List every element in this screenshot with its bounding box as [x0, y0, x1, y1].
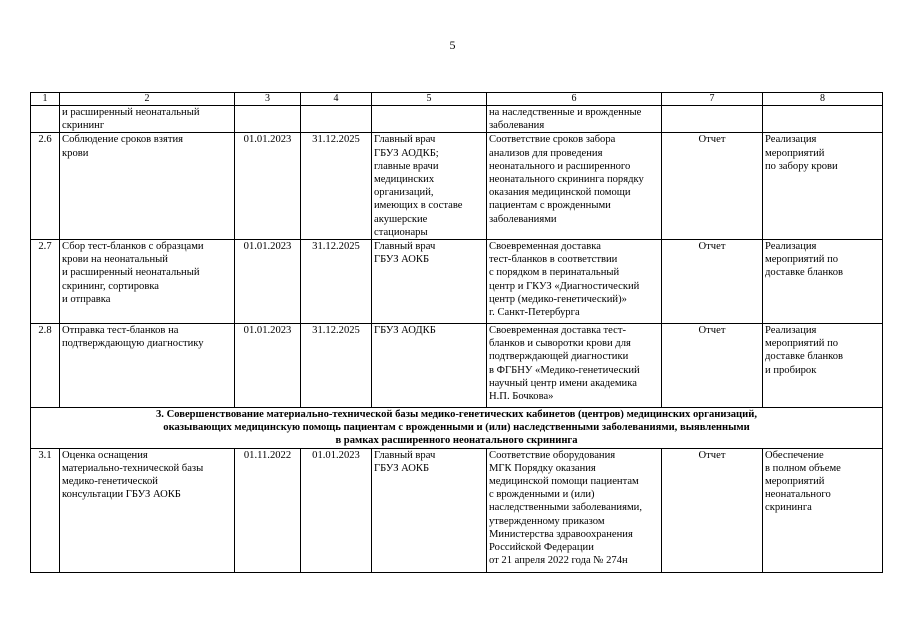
cell-end: 01.01.2023 [301, 448, 372, 572]
action-plan-table [30, 92, 883, 573]
table-row [31, 324, 883, 408]
cell-end: 31.12.2025 [301, 324, 372, 408]
cell-activity: Сбор тест-бланков с образцами крови на неонатальный и расширенный неонатальный скрининг, сортировка и отправка [60, 240, 235, 324]
cell-num: 2.8 [31, 324, 60, 408]
table-row [31, 240, 883, 324]
cell-result: Своевременная доставка тест- бланков и сыворотки крови для подтверждающей диагностики в ФГБНУ «Медико-генетический научный центр имени академика Н.П. Бочкова» [487, 324, 662, 408]
column-number: 6 [487, 93, 662, 106]
cell-num [31, 106, 60, 133]
cell-result: на наследственные и врожденные заболевания [487, 106, 662, 133]
cell-start: 01.01.2023 [235, 240, 301, 324]
table-row [31, 133, 883, 240]
cell-report [662, 106, 763, 133]
cell-responsible: Главный врач ГБУЗ АОДКБ; главные врачи медицинских организаций, имеющих в составе акушерские стационары [372, 133, 487, 240]
section-heading-row [31, 408, 883, 449]
cell-indicator: Реализация мероприятий по забору крови [763, 133, 883, 240]
cell-indicator [763, 106, 883, 133]
cell-activity: Оценка оснащения материально-технической базы медико-генетической консультации ГБУЗ АОКБ [60, 448, 235, 572]
column-number: 2 [60, 93, 235, 106]
continuation-row [31, 106, 883, 133]
cell-start: 01.01.2023 [235, 133, 301, 240]
page-number: 5 [449, 38, 456, 52]
cell-indicator: Реализация мероприятий по доставке бланков и пробирок [763, 324, 883, 408]
cell-report: Отчет [662, 324, 763, 408]
cell-num: 2.7 [31, 240, 60, 324]
column-number: 7 [662, 93, 763, 106]
cell-report: Отчет [662, 448, 763, 572]
cell-end [301, 106, 372, 133]
column-number: 1 [31, 93, 60, 106]
cell-start: 01.01.2023 [235, 324, 301, 408]
cell-activity: Отправка тест-бланков на подтверждающую диагностику [60, 324, 235, 408]
cell-report: Отчет [662, 240, 763, 324]
cell-result: Соответствие оборудования МГК Порядку оказания медицинской помощи пациентам с врожденными и (или) наследственными заболеваниями, утвержденному приказом Министерства здравоохранения Российской Федерации от 21 апреля 2022 года № 274н [487, 448, 662, 572]
cell-indicator: Реализация мероприятий по доставке бланков [763, 240, 883, 324]
cell-start: 01.11.2022 [235, 448, 301, 572]
column-number: 5 [372, 93, 487, 106]
cell-activity: Соблюдение сроков взятия крови [60, 133, 235, 240]
cell-num: 3.1 [31, 448, 60, 572]
cell-end: 31.12.2025 [301, 133, 372, 240]
section-heading: 3. Совершенствование материально-технической базы медико-генетических кабинетов (центров) медицинских организаций, оказывающих медицинскую помощь пациентам с врожденными и (или) наследственными заболеваниями, выявленными в рамках расширенного неонатального скрининга [31, 408, 883, 449]
cell-responsible: Главный врач ГБУЗ АОКБ [372, 448, 487, 572]
cell-result: Соответствие сроков забора анализов для проведения неонатального и расширенного неонатального скрининга порядку оказания медицинской помощи пациентам с врожденными заболеваниями [487, 133, 662, 240]
column-number: 3 [235, 93, 301, 106]
table-row [31, 448, 883, 572]
cell-responsible: Главный врач ГБУЗ АОКБ [372, 240, 487, 324]
cell-result: Своевременная доставка тест-бланков в соответствии с порядком в перинатальный центр и ГКУЗ «Диагностический центр (медико-генетический)» г. Санкт-Петербурга [487, 240, 662, 324]
cell-num: 2.6 [31, 133, 60, 240]
cell-start [235, 106, 301, 133]
cell-indicator: Обеспечение в полном объеме мероприятий неонатального скрининга [763, 448, 883, 572]
cell-report: Отчет [662, 133, 763, 240]
column-number: 8 [763, 93, 883, 106]
cell-responsible [372, 106, 487, 133]
column-number: 4 [301, 93, 372, 106]
cell-end: 31.12.2025 [301, 240, 372, 324]
column-number-row [31, 93, 883, 106]
cell-responsible: ГБУЗ АОДКБ [372, 324, 487, 408]
cell-activity: и расширенный неонатальный скрининг [60, 106, 235, 133]
